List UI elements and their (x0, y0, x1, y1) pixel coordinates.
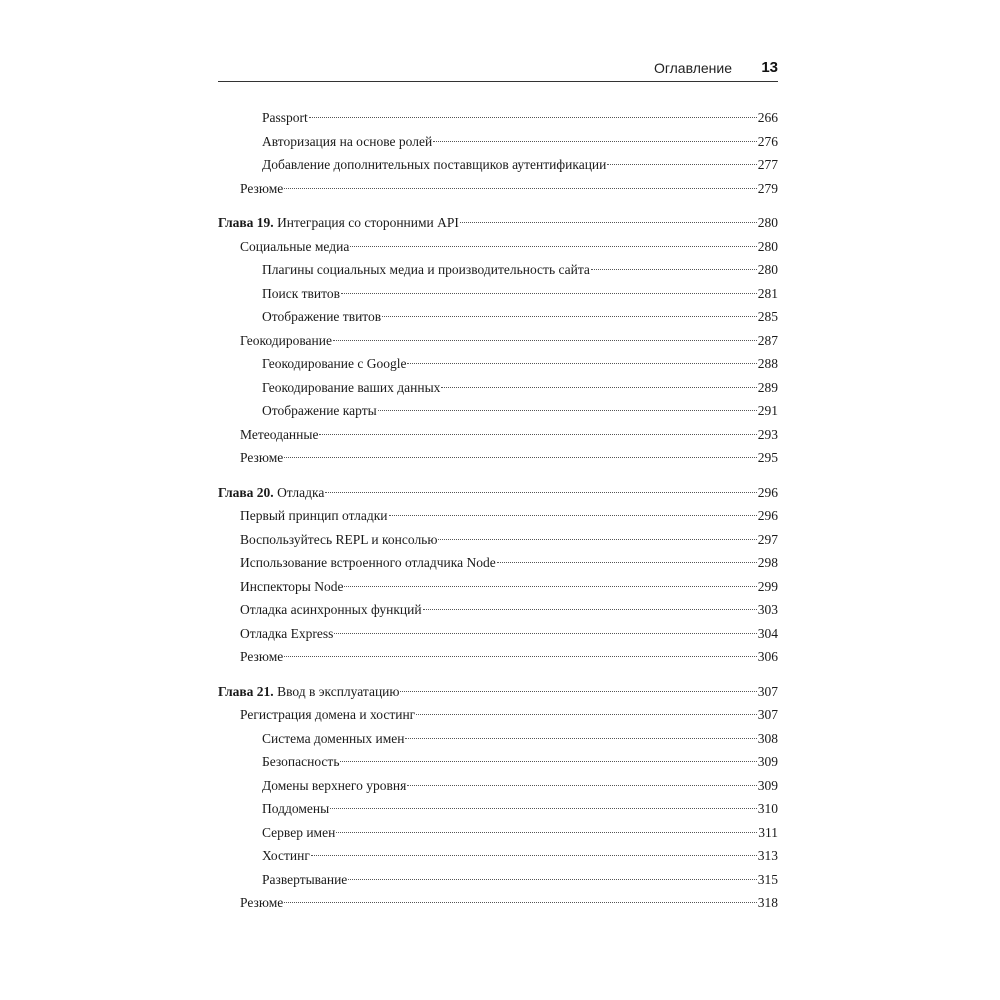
chapter-title: Ввод в эксплуатацию (277, 683, 400, 699)
table-of-contents (218, 106, 778, 915)
toc-entry-page: 306 (757, 649, 778, 664)
toc-entry-label: Добавление дополнительных поставщиков аутентификации (262, 157, 607, 172)
toc-entry-page: 277 (757, 157, 778, 172)
toc-entry-label: Геокодирование с Google (262, 356, 407, 371)
dot-leader (311, 855, 757, 856)
dot-leader (423, 609, 757, 610)
dot-leader (405, 738, 756, 739)
toc-entry-label: Passport (262, 110, 308, 125)
toc-entry-page: 309 (757, 754, 778, 769)
toc-chapter-20 (218, 481, 778, 505)
toc-entry-page: 303 (757, 602, 778, 617)
toc-entry-page: 307 (757, 707, 778, 722)
toc-entry-node-debugger (218, 551, 778, 575)
page-number: 13 (761, 59, 778, 76)
dot-leader (348, 879, 756, 880)
toc-entry-express-debug (218, 622, 778, 646)
toc-entry-page: 288 (757, 356, 778, 371)
toc-entry-label: Сервер имен (262, 824, 336, 840)
toc-chapter-21 (218, 680, 778, 704)
toc-entry-geocoding (218, 329, 778, 353)
toc-entry-plugins (218, 258, 778, 282)
toc-entry-page: 308 (757, 730, 778, 746)
toc-entry-social (218, 235, 778, 259)
dot-leader (389, 515, 757, 516)
toc-entry-label: Регистрация домена и хостинг (240, 707, 416, 722)
toc-entry-passport (218, 106, 778, 130)
dot-leader (284, 188, 756, 189)
toc-entry-page: 299 (757, 578, 778, 594)
toc-entry-page: 309 (757, 777, 778, 793)
toc-entry-page: 280 (757, 215, 778, 230)
dot-leader (497, 562, 757, 563)
toc-chapter-label (218, 481, 324, 505)
toc-entry-label: Плагины социальных медиа и производительность сайта (262, 262, 590, 277)
toc-chapter-label (218, 680, 399, 704)
toc-entry-summary (218, 446, 778, 470)
dot-leader (325, 492, 756, 493)
toc-entry-page: 289 (757, 379, 778, 395)
toc-entry-page: 279 (757, 180, 778, 196)
toc-entry-page: 276 (757, 133, 778, 149)
toc-entry-page: 318 (757, 895, 778, 910)
toc-entry-label: Первый принцип отладки (240, 508, 388, 523)
toc-entry-domain-hosting (218, 703, 778, 727)
toc-entry-summary (218, 177, 778, 201)
toc-entry-page: 296 (757, 508, 778, 523)
toc-entry-page: 280 (757, 238, 778, 254)
toc-entry-page: 291 (757, 403, 778, 418)
dot-leader (309, 117, 757, 118)
toc-entry-deployment (218, 868, 778, 892)
toc-entry-first-principle (218, 504, 778, 528)
toc-entry-label: Социальные медиа (240, 238, 350, 254)
toc-entry-label: Воспользуйтесь REPL и консолью (240, 531, 438, 547)
toc-entry-subdomains (218, 797, 778, 821)
chapter-number: Глава 21. (218, 683, 274, 699)
toc-entry-label: Отображение твитов (262, 309, 382, 324)
toc-entry-page: 285 (757, 309, 778, 324)
toc-entry-label: Инспекторы Node (240, 578, 344, 594)
toc-entry-label: Метеоданные (240, 426, 319, 442)
toc-entry-display-tweets (218, 305, 778, 329)
toc-entry-tld (218, 774, 778, 798)
dot-leader (284, 902, 756, 903)
toc-entry-label: Система доменных имен (262, 730, 405, 746)
toc-entry-dns (218, 727, 778, 751)
toc-entry-page: 266 (757, 110, 778, 125)
dot-leader (438, 539, 756, 540)
dot-leader (340, 761, 756, 762)
toc-entry-label: Хостинг (262, 848, 310, 863)
toc-entry-security (218, 750, 778, 774)
toc-entry-label: Отладка Express (240, 625, 334, 641)
toc-entry-label: Отладка асинхронных функций (240, 602, 422, 617)
toc-entry-label: Отображение карты (262, 403, 377, 418)
dot-leader (607, 164, 756, 165)
toc-entry-label: Поиск твитов (262, 285, 340, 301)
chapter-number: Глава 19. (218, 215, 274, 230)
dot-leader (336, 832, 757, 833)
toc-entry-page: 293 (757, 426, 778, 442)
toc-entry-geocoding-google (218, 352, 778, 376)
chapter-title: Отладка (277, 484, 325, 500)
dot-leader (407, 785, 756, 786)
toc-entry-search-tweets (218, 282, 778, 306)
dot-leader (344, 586, 756, 587)
toc-entry-label: Развертывание (262, 871, 348, 887)
toc-entry-page: 296 (757, 484, 778, 500)
toc-entry-repl (218, 528, 778, 552)
dot-leader (284, 656, 756, 657)
toc-entry-page: 310 (757, 801, 778, 816)
toc-entry-page: 287 (757, 332, 778, 348)
dot-leader (433, 141, 757, 142)
dot-leader (319, 434, 756, 435)
toc-entry-summary (218, 645, 778, 669)
dot-leader (591, 269, 757, 270)
toc-entry-label: Безопасность (262, 754, 340, 769)
dot-leader (334, 633, 756, 634)
toc-entry-page: 298 (757, 555, 778, 570)
toc-entry-label: Резюме (240, 180, 284, 196)
dot-leader (441, 387, 756, 388)
toc-entry-geocoding-data (218, 376, 778, 400)
toc-entry-map (218, 399, 778, 423)
toc-entry-label: Резюме (240, 649, 284, 664)
dot-leader (333, 340, 757, 341)
header-divider (218, 81, 778, 82)
toc-entry-label: Резюме (240, 895, 284, 910)
toc-chapter-19 (218, 211, 778, 235)
toc-entry-page: 304 (757, 625, 778, 641)
dot-leader (407, 363, 756, 364)
toc-entry-weather (218, 423, 778, 447)
toc-entry-label: Использование встроенного отладчика Node (240, 555, 496, 570)
toc-entry-page: 307 (757, 683, 778, 699)
toc-entry-page: 297 (757, 531, 778, 547)
dot-leader (378, 410, 757, 411)
toc-entry-page: 313 (757, 848, 778, 863)
toc-entry-async-debug (218, 598, 778, 622)
toc-entry-label: Домены верхнего уровня (262, 777, 407, 793)
toc-entry-page: 281 (757, 285, 778, 301)
dot-leader (350, 246, 756, 247)
toc-entry-page: 311 (758, 824, 778, 840)
toc-entry-page: 315 (757, 871, 778, 887)
toc-entry-node-inspectors (218, 575, 778, 599)
chapter-number: Глава 20. (218, 484, 274, 500)
dot-leader (341, 293, 757, 294)
dot-leader (330, 808, 757, 809)
running-header-title: Оглавление (653, 60, 732, 76)
dot-leader (400, 691, 756, 692)
toc-entry-hosting (218, 844, 778, 868)
toc-chapter-label (218, 211, 459, 235)
dot-leader (460, 222, 757, 223)
toc-entry-nameserver (218, 821, 778, 845)
dot-leader (416, 714, 757, 715)
toc-entry-summary (218, 891, 778, 915)
toc-entry-page: 280 (757, 262, 778, 277)
toc-entry-label: Резюме (240, 450, 284, 465)
toc-entry-roles (218, 130, 778, 154)
toc-entry-providers (218, 153, 778, 177)
toc-entry-label: Поддомены (262, 801, 330, 816)
toc-entry-label: Геокодирование ваших данных (262, 379, 441, 395)
toc-entry-label: Геокодирование (240, 332, 332, 348)
dot-leader (382, 316, 757, 317)
toc-entry-page: 295 (757, 450, 778, 465)
chapter-title: Интеграция со сторонними API (277, 215, 459, 230)
dot-leader (284, 457, 756, 458)
toc-entry-label: Авторизация на основе ролей (262, 133, 433, 149)
